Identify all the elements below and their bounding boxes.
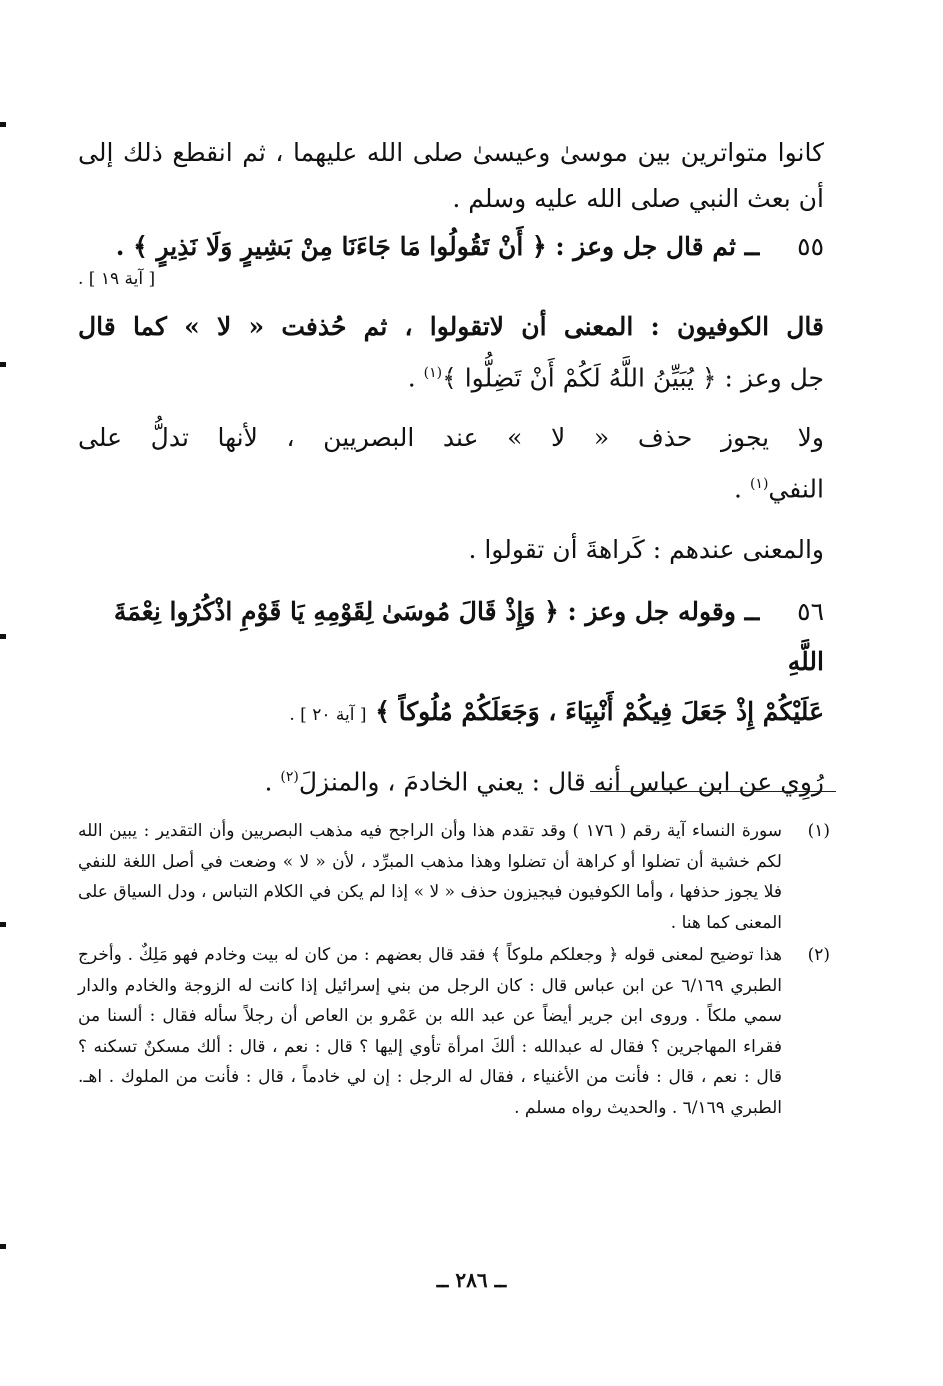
entry-lead: ــ ثم قال جل وعز : — [555, 232, 760, 261]
quran-quote: ﴿ وَإِذْ قَالَ مُوسَىٰ لِقَوْمِهِ يَا قَوْمِ اذْكُرُوا نِعْمَةَ اللَّهِ — [113, 596, 824, 676]
entry-56-line-2 — [78, 687, 824, 740]
entry-number: ٥٦ — [797, 596, 824, 626]
punct: . — [407, 363, 424, 393]
kufi-text: قال الكوفيون : المعنى أن لاتقولوا ، ثم حُذفت « لا » كما قال — [78, 312, 824, 341]
footnote-number: (٢) — [807, 945, 830, 965]
margin-mark — [0, 1244, 6, 1249]
basri-text: النفي — [768, 474, 824, 504]
kufi-quote: جل وعز : ﴿ يُبَيِّنُ اللَّهُ لَكُمْ أَنْ تَضِلُّوا ﴾ — [442, 363, 824, 393]
main-text — [78, 130, 824, 805]
margin-mark — [0, 922, 6, 927]
footnote-ref: (٢) — [280, 768, 299, 785]
punct: . — [264, 766, 281, 796]
footnote-text: سورة النساء آية رقم ( ١٧٦ ) وقد تقدم هذا وأن الراجح فيه مذهب البصريين وأن التقدير : يبين الله لكم خشية أن تضلوا أو كراهة أن تضلوا وهذا مذهب المبرِّد ، لأن « لا » وضعت في أصل اللغة للنفي فلا يجوز حذفها ، وأما الكوفيون فيجيزون حذف « لا » إذا لم يكن في الكلام التباس ، ودل السياق على المعنى كما هنا . — [78, 821, 782, 933]
footnotes — [78, 816, 830, 1125]
intro-line-2: أن بعث النبي صلى الله عليه وسلم . — [452, 184, 824, 213]
quran-quote: ﴿ أَنْ تَقُولُوا مَا جَاءَنَا مِنْ بَشِيرٍ وَلَا نَذِيرٍ ﴾ . — [115, 232, 547, 261]
margin-mark — [0, 634, 6, 639]
punct: . — [734, 474, 750, 504]
entry-number: ٥٥ — [797, 232, 824, 261]
footnote-number: (١) — [807, 821, 830, 841]
footnote-2 — [78, 940, 830, 1123]
quran-quote: عَلَيْكُمْ إِذْ جَعَلَ فِيكُمْ أَنْبِيَاءَ ، وَجَعَلَكُمْ مُلُوكاً ﴾ — [375, 696, 824, 726]
intro-line-1: كانوا متواترين بين موسىٰ وعيسىٰ صلى الله عليهما ، ثم انقطع ذلك إلى — [78, 138, 824, 167]
footnote-ref: (١) — [423, 365, 443, 381]
footnote-divider — [590, 791, 836, 792]
ruwi-line — [78, 754, 824, 805]
kufi-line-2 — [78, 350, 824, 401]
entry-lead: ــ وقوله جل وعز : — [567, 596, 760, 626]
footnote-text: هذا توضيح لمعنى قوله ﴿ وجعلكم ملوكاً ﴾ فقد قال بعضهم : من كان له بيت وخادم فهو مَلِكٌ . وأخرج الطبري ٦/١٦٩ عن ابن عباس قال : كان الرجل من بني إسرائيل إذا كانت له الزوجة والخادم والدار سمي ملكاً . وروى ابن جرير أيضاً عن عبد الله بن عَمْرو بن العاص أن رجلاً سأله فقال : ألسنا من فقراء المهاجرين ؟ فقال له عبدالله : ألكَ امرأة تأوي إليها ؟ قال : نعم ، قال : ألك مسكنٌ تسكنه ؟ قال : نعم ، قال : فأنت من الأغنياء ، فقال له الرجل : إن لي خادماً ، قال : فأنت من الملوك . اهـ. الطبري ٦/١٦٩ . والحديث رواه مسلم . — [78, 945, 782, 1118]
margin-mark — [0, 362, 6, 367]
basri-line-1: ولا يجوز حذف « لا » عند البصريين ، لأنها تدلُّ على — [78, 423, 824, 453]
footnote-1 — [78, 816, 830, 938]
entry-56 — [78, 587, 824, 687]
footnote-ref: (١) — [749, 476, 769, 493]
meaning-line: والمعنى عندهم : كَراهةَ أن تقولوا . — [468, 534, 824, 564]
basri-line-2 — [78, 461, 824, 512]
entry-55 — [78, 222, 824, 272]
verse-reference: [ آية ٢٠ ] . — [289, 704, 367, 725]
ruwi-text: رُوِي عن ابن عباس أنه قال : يعني الخادمَ ، والمنزلَ — [298, 766, 824, 796]
page-number: ــ ٢٨٦ ــ — [436, 1268, 507, 1292]
kufi-line-1 — [78, 304, 824, 350]
margin-mark — [0, 122, 6, 127]
verse-reference: [ آية ١٩ ] . — [78, 269, 156, 289]
